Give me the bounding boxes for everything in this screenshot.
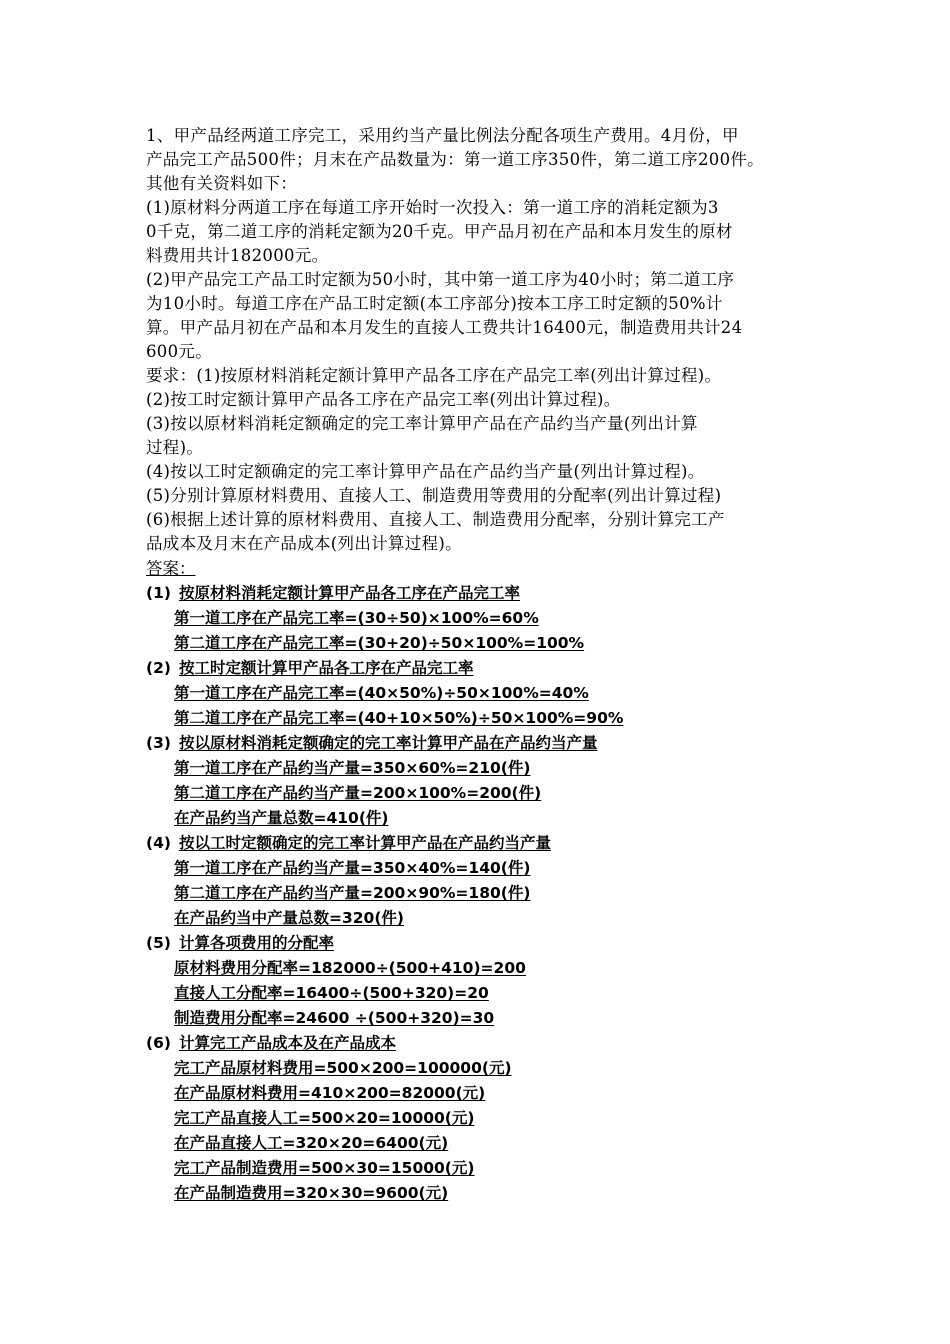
answer-item-text: 第二道工序在产品完工率=(30+20)÷50×100%=100% — [174, 634, 585, 652]
question-block — [146, 124, 796, 556]
answer-section-2 — [146, 656, 796, 731]
answer-heading-text: 计算完工产品成本及在产品成本 — [178, 1034, 396, 1052]
question-line: (2)甲产品完工产品工时定额为50小时，其中第一道工序为40小时；第二道工序 — [146, 270, 735, 289]
answer-heading-text: 按原材料消耗定额计算甲产品各工序在产品完工率 — [178, 584, 520, 602]
answer-item — [146, 1156, 796, 1181]
answer-heading-text: 计算各项费用的分配率 — [178, 934, 334, 952]
answer-number: (3) — [146, 734, 171, 752]
answer-item — [146, 806, 796, 831]
answer-heading — [146, 731, 796, 756]
answer-item-text: 在产品原材料费用=410×200=82000(元) — [174, 1084, 486, 1102]
answer-heading — [146, 1031, 796, 1056]
answer-item-text: 第一道工序在产品完工率=(30÷50)×100%=60% — [174, 609, 539, 627]
answer-section-1 — [146, 581, 796, 656]
answer-item — [146, 1106, 796, 1131]
answer-item — [146, 1006, 796, 1031]
question-line: (3)按以原材料消耗定额确定的完工率计算甲产品在产品约当产量(列出计算 — [146, 414, 698, 433]
answer-number: (1) — [146, 584, 171, 602]
answer-item-text: 原材料费用分配率=182000÷(500+410)=200 — [174, 959, 526, 977]
answer-item — [146, 906, 796, 931]
answer-item — [146, 1131, 796, 1156]
answer-item-text: 在产品直接人工=320×20=6400(元) — [174, 1134, 449, 1152]
answer-heading-text: 按以工时定额确定的完工率计算甲产品在产品约当产量 — [178, 834, 551, 852]
answer-heading-text: 按工时定额计算甲产品各工序在产品完工率 — [178, 659, 474, 677]
question-line: (4)按以工时定额确定的完工率计算甲产品在产品约当产量(列出计算过程)。 — [146, 462, 705, 481]
answer-item-text: 直接人工分配率=16400÷(500+320)=20 — [174, 984, 489, 1002]
answer-item-text: 在产品制造费用=320×30=9600(元) — [174, 1184, 449, 1202]
question-line: (1)原材料分两道工序在每道工序开始时一次投入：第一道工序的消耗定额为3 — [146, 198, 719, 217]
question-line: 过程)。 — [146, 438, 204, 457]
answer-item-text: 第一道工序在产品约当产量=350×60%=210(件) — [174, 759, 531, 777]
question-line: 产品完工产品500件；月末在产品数量为：第一道工序350件，第二道工序200件。 — [146, 150, 764, 169]
question-line: 1、甲产品经两道工序完工，采用约当产量比例法分配各项生产费用。4月份，甲 — [146, 126, 739, 145]
answer-item-text: 制造费用分配率=24600 ÷(500+320)=30 — [174, 1009, 495, 1027]
answer-number: (6) — [146, 1034, 171, 1052]
question-line: (6)根据上述计算的原材料费用、直接人工、制造费用分配率，分别计算完工产 — [146, 510, 725, 529]
answer-number: (4) — [146, 834, 171, 852]
question-line: 为10小时。每道工序在产品工时定额(本工序部分)按本工序工时定额的50%计 — [146, 294, 723, 313]
question-line: 0千克，第二道工序的消耗定额为20千克。甲产品月初在产品和本月发生的原材 — [146, 222, 733, 241]
answer-item-text: 第二道工序在产品约当产量=200×100%=200(件) — [174, 784, 542, 802]
answer-heading — [146, 656, 796, 681]
answer-item-text: 第一道工序在产品约当产量=350×40%=140(件) — [174, 859, 531, 877]
answer-item-text: 完工产品直接人工=500×20=10000(元) — [174, 1109, 475, 1127]
answer-item-text: 完工产品原材料费用=500×200=100000(元) — [174, 1059, 512, 1077]
answer-item — [146, 681, 796, 706]
answer-item — [146, 981, 796, 1006]
answer-block — [146, 581, 796, 1206]
answer-item — [146, 881, 796, 906]
answer-item — [146, 781, 796, 806]
answer-item — [146, 1081, 796, 1106]
answer-section-4 — [146, 831, 796, 931]
answer-item — [146, 856, 796, 881]
answer-item-text: 完工产品制造费用=500×30=15000(元) — [174, 1159, 475, 1177]
question-line: (5)分别计算原材料费用、直接人工、制造费用等费用的分配率(列出计算过程) — [146, 486, 722, 505]
answer-item — [146, 756, 796, 781]
answer-label: 答案： — [146, 559, 196, 578]
question-line: (2)按工时定额计算甲产品各工序在产品完工率(列出计算过程)。 — [146, 390, 621, 409]
answer-item — [146, 606, 796, 631]
answer-number: (5) — [146, 934, 171, 952]
question-line: 600元。 — [146, 342, 212, 361]
answer-item — [146, 631, 796, 656]
answer-item-text: 第二道工序在产品完工率=(40+10×50%)÷50×100%=90% — [174, 709, 624, 727]
question-line: 料费用共计182000元。 — [146, 246, 329, 265]
answer-heading — [146, 831, 796, 856]
question-line: 其他有关资料如下： — [146, 174, 298, 193]
answer-heading — [146, 581, 796, 606]
document-page — [146, 124, 796, 1206]
question-line: 品成本及月末在产品成本(列出计算过程)。 — [146, 534, 462, 553]
question-line: 要求：(1)按原材料消耗定额计算甲产品各工序在产品完工率(列出计算过程)。 — [146, 366, 722, 385]
answer-heading-text: 按以原材料消耗定额确定的完工率计算甲产品在产品约当产量 — [178, 734, 598, 752]
answer-section-3 — [146, 731, 796, 831]
answer-item — [146, 956, 796, 981]
answer-item-text: 在产品约当产量总数=410(件) — [174, 809, 389, 827]
answer-item-text: 第一道工序在产品完工率=(40×50%)÷50×100%=40% — [174, 684, 589, 702]
answer-heading — [146, 931, 796, 956]
answer-number: (2) — [146, 659, 171, 677]
answer-section-5 — [146, 931, 796, 1031]
answer-item — [146, 1181, 796, 1206]
answer-item — [146, 706, 796, 731]
answer-item — [146, 1056, 796, 1081]
answer-item-text: 第二道工序在产品约当产量=200×90%=180(件) — [174, 884, 531, 902]
question-line: 算。甲产品月初在产品和本月发生的直接人工费共计16400元，制造费用共计24 — [146, 318, 743, 337]
answer-item-text: 在产品约当中产量总数=320(件) — [174, 909, 405, 927]
answer-section-6 — [146, 1031, 796, 1206]
